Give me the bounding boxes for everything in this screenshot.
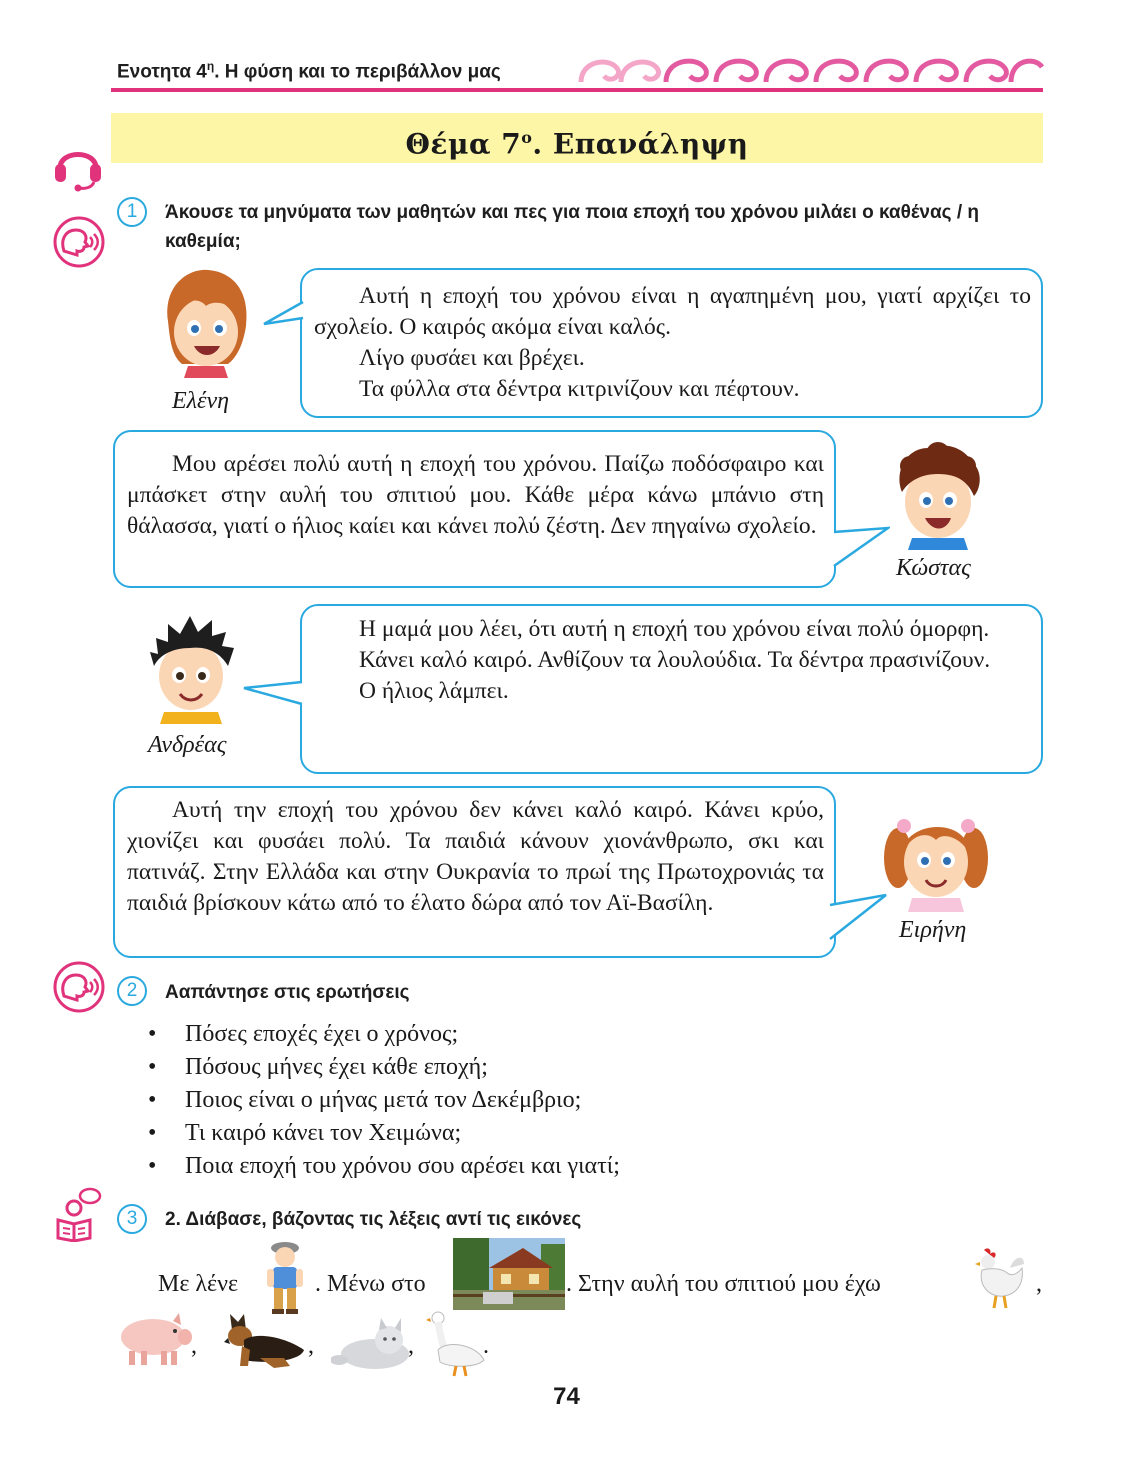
- character-name: Ειρήνη: [899, 917, 967, 943]
- kostas-portrait: [888, 442, 988, 550]
- eirini-portrait: [880, 802, 992, 912]
- character-name: Ανδρέας: [148, 732, 227, 758]
- bubble-tail: [832, 526, 890, 570]
- message-paragraph: Η μαμά μου λέει, ότι αυτή η εποχή του χρόνου είναι πολύ όμορφη.: [359, 616, 990, 642]
- bubble-tail: [818, 893, 888, 943]
- list-item: • Πόσες εποχές έχει ο χρόνος;: [148, 1018, 620, 1051]
- exercise-number-3: 3: [117, 1204, 147, 1234]
- questions-list: [148, 1018, 620, 1183]
- character-name: Κώστας: [896, 555, 971, 581]
- dog-picture: [224, 1310, 308, 1372]
- sentence-text: . Στην αυλή του σπιτιού μου έχω: [566, 1271, 881, 1297]
- sentence-text: ,: [408, 1333, 414, 1359]
- sentence-text: .: [483, 1333, 489, 1359]
- speech-bubble-eirini: [113, 786, 836, 958]
- reading-child-icon: [52, 1186, 104, 1242]
- andreas-portrait: [146, 612, 236, 724]
- wave-ornament: [576, 52, 1046, 88]
- exercise1-instruction: Άκουσε τα μηνύματα των μαθητών και πες για ποια εποχή του χρόνου μιλάει ο καθένας / η καθεμία;: [165, 202, 980, 252]
- list-item: • Τι καιρό κάνει τον Χειμώνα;: [148, 1117, 620, 1150]
- message-paragraph: Λίγο φυσάει και βρέχει.: [359, 345, 585, 371]
- exercise3-instruction: 2. Διάβασε, βάζοντας τις λέξεις αντί τις εικόνες: [165, 1209, 582, 1230]
- sentence-text: . Μένω στο: [315, 1271, 426, 1297]
- exercise-number-1: 1: [117, 197, 147, 227]
- message-paragraph: Μου αρέσει πολύ αυτή η εποχή του χρόνου. Παίζω ποδόσφαιρο και μπάσκετ στην αυλή του σπιτιού μου. Κάθε μέρα κάνω μπάνιο στη θάλασσα, γιατί ο ήλιος καίει και κάνει πολύ ζέστη. Δεν πηγαίνω σχολείο.: [127, 451, 824, 539]
- rooster-picture: [970, 1246, 1026, 1312]
- exercise-number-2: 2: [117, 976, 147, 1006]
- cat-picture: [331, 1316, 413, 1372]
- goose-picture: [426, 1310, 486, 1380]
- sentence-text: ,: [191, 1333, 197, 1359]
- bubble-tail: [262, 300, 304, 328]
- list-item: • Πόσους μήνες έχει κάθε εποχή;: [148, 1051, 620, 1084]
- message-paragraph: Ο ήλιος λάμπει.: [359, 678, 509, 704]
- speech-bubble-kostas: [113, 430, 836, 588]
- lesson-title: Θέμα $7^o$. Επανάληψη: [405, 127, 749, 161]
- message-paragraph: Κάνει καλό καιρό. Ανθίζουν τα λουλούδια. Τα δέντρα πρασινίζουν.: [359, 647, 991, 673]
- headphones-icon: [52, 140, 104, 192]
- sentence-text: ,: [1036, 1271, 1042, 1297]
- character-name: Ελένη: [172, 388, 230, 414]
- title-band: [111, 113, 1043, 163]
- list-item: • Ποια εποχή του χρόνου σου αρέσει και γιατί;: [148, 1150, 620, 1183]
- house-picture: [453, 1238, 565, 1310]
- sentence-text: ,: [308, 1333, 314, 1359]
- exercise2-instruction: Ααπάντησε στις ερωτήσεις: [165, 982, 410, 1003]
- sentence-text: Με λένε: [158, 1271, 239, 1297]
- message-paragraph: Αυτή την εποχή του χρόνου δεν κάνει καλό καιρό. Κάνει κρύο, χιονίζει και φυσάει πολύ. Τα παιδιά κάνουν χιονάνθρωπο, σκι και πατινάζ. Στην Ελλάδα και στην Ουκρανία το πρωί της Πρωτοχρονιάς τα παιδιά βρίσκουν κάτω από το έλατο δώρα από τον Αϊ-Βασίλη.: [127, 797, 824, 916]
- eleni-portrait: [158, 266, 253, 378]
- message-paragraph: Τα φύλλα στα δέντρα κιτρινίζουν και πέφτουν.: [359, 376, 800, 402]
- unit-header: Ενοτητα $4^\eta$. Η φύση και το περιβάλλον μας: [117, 59, 501, 83]
- pig-picture: [113, 1307, 193, 1369]
- bubble-tail: [242, 680, 304, 708]
- speech-bubble-andreas: [300, 604, 1043, 774]
- speaking-head-icon: [52, 960, 106, 1014]
- message-paragraph: Αυτή η εποχή του χρόνου είναι η αγαπημένη μου, γιατί αρχίζει το σχολείο. Ο καιρός ακόμα είναι καλός.: [314, 283, 1031, 340]
- header-rule: [111, 88, 1043, 92]
- boy-picture: [262, 1240, 308, 1316]
- speech-bubble-eleni: [300, 268, 1043, 418]
- list-item: • Ποιος είναι ο μήνας μετά τον Δεκέμβριο;: [148, 1084, 620, 1117]
- page-number: 74: [553, 1383, 580, 1410]
- speaking-head-icon: [52, 215, 106, 269]
